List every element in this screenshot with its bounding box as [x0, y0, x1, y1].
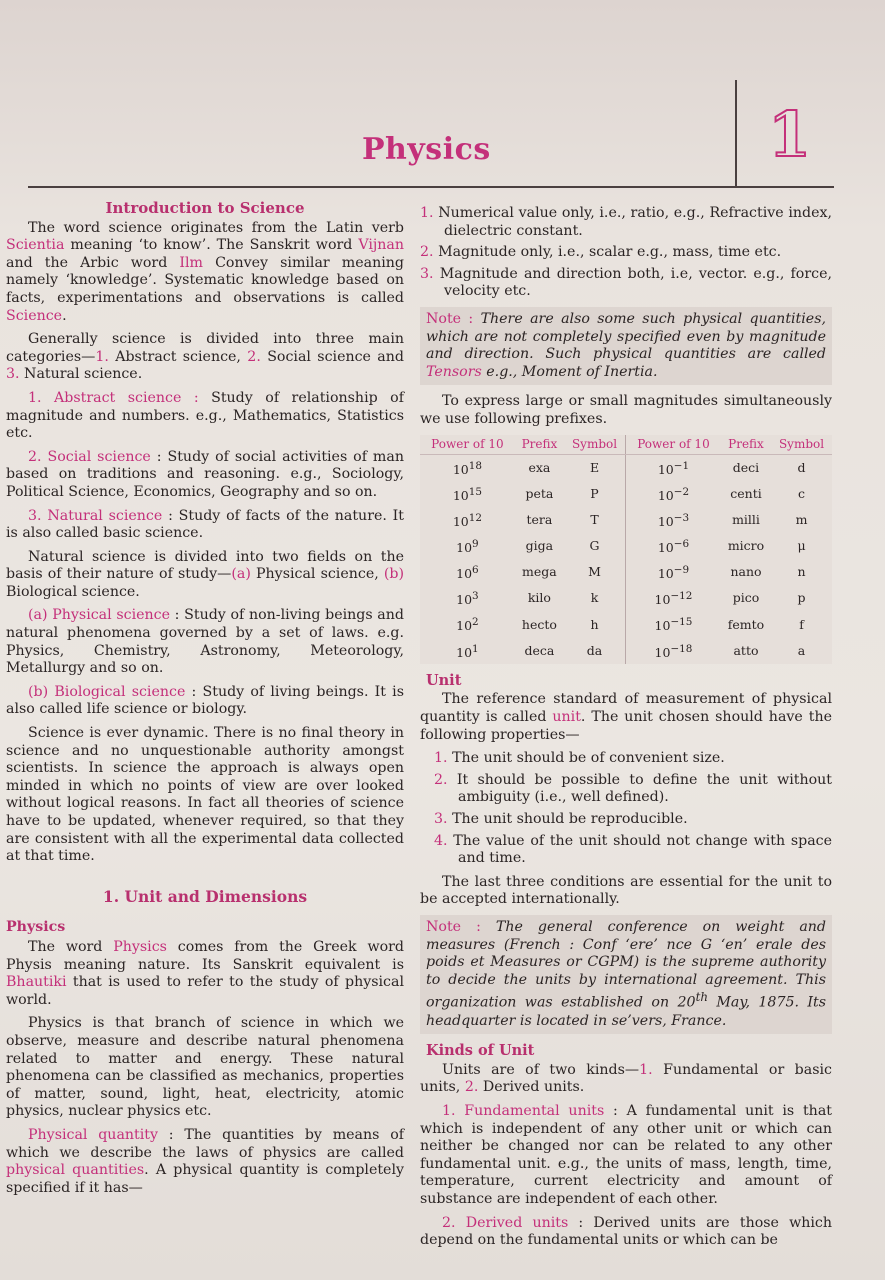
- prefix-cell: centi: [730, 485, 762, 501]
- power-cell: $10^6$: [456, 564, 479, 582]
- social-science-paragraph: 2. Social science : Study of social activities of man based on traditions and reasoning. e.g., Sociology, Political Science, Economics, Geography and so on.: [6, 448, 404, 500]
- prefix-cell: pico: [732, 590, 760, 606]
- natural-division-paragraph: Natural science is divided into two fields on the basis of their nature of study—(a) Physical science, (b) Biological science.: [6, 548, 404, 600]
- symbol-cell: E: [589, 459, 600, 475]
- list-item: 3. Magnitude and direction both, i.e, vector. e.g., force, velocity etc.: [420, 265, 832, 300]
- prefix-cell: femto: [727, 616, 765, 632]
- power-cell: $10^9$: [456, 538, 479, 556]
- quantity-types-list: [420, 205, 832, 301]
- prefix-cell: milli: [732, 511, 760, 527]
- power-cell: $10^{-18}$: [626, 638, 721, 664]
- table-header: Symbol: [771, 435, 832, 455]
- physics-subheading: Physics: [6, 919, 66, 936]
- natural-science-paragraph: 3. Natural science : Study of facts of the nature. It is also called basic science.: [6, 507, 404, 542]
- prefix-cell: micro: [727, 538, 765, 554]
- intro-paragraph-2: Generally science is divided into three main categories—1. Abstract science, 2. Social science and 3. Natural science.: [6, 331, 404, 383]
- physical-quantity-paragraph: Physical quantity : The quantities by means of which we describe the laws of physics are called physical quantities. A physical quantity is completely specified if it has—: [6, 1126, 404, 1196]
- power-cell: $10^{-9}$: [626, 559, 721, 585]
- power-cell: $10^{-3}$: [626, 507, 721, 533]
- abstract-science-paragraph: 1. Abstract science : Study of relationship of magnitude and numbers. e.g., Mathematics, Statistics etc.: [6, 389, 404, 442]
- power-cell: $10^2$: [456, 616, 479, 634]
- symbol-cell: p: [797, 590, 806, 606]
- prefix-cell: exa: [528, 459, 551, 475]
- unit-properties-list: [434, 750, 832, 868]
- symbol-cell: P: [590, 485, 599, 501]
- section-heading: 1. Unit and Dimensions: [102, 886, 308, 906]
- physics-paragraph-2: Physics is that branch of science in which we observe, measure and describe natural phenomena related to matter and energy. These natural phenomena can be classified as mechanics, properties of matter, sound, light, heat, electricity, atomic physics, nuclear physics etc.: [6, 1015, 404, 1120]
- power-cell: $10^1$: [456, 642, 479, 660]
- prefix-cell: atto: [733, 642, 759, 658]
- unit-heading: Unit: [426, 671, 462, 689]
- table-header: Power of 10: [626, 435, 721, 455]
- power-cell: $10^{-6}$: [626, 533, 721, 559]
- symbol-cell: μ: [797, 538, 806, 554]
- list-item: 2. Magnitude only, i.e., scalar e.g., mass, time etc.: [420, 244, 782, 261]
- symbol-cell: d: [797, 459, 806, 475]
- table-row: [420, 454, 832, 481]
- symbol-cell: f: [799, 616, 804, 632]
- prefix-cell: deci: [732, 459, 760, 475]
- chapter-number: 1: [768, 98, 812, 171]
- prefix-cell: giga: [525, 538, 554, 554]
- table-row: [420, 611, 832, 637]
- prefix-cell: nano: [730, 564, 762, 580]
- list-item: 2. It should be possible to define the unit without ambiguity (i.e., well defined).: [434, 771, 833, 806]
- symbol-cell: M: [588, 564, 601, 580]
- biological-science-paragraph: (b) Biological science : Study of living beings. It is also called life science or biology.: [6, 683, 404, 718]
- symbol-cell: n: [797, 564, 806, 580]
- table-header: Prefix: [721, 435, 771, 455]
- power-cell: $10^{-12}$: [626, 585, 721, 611]
- table-header: Prefix: [515, 435, 564, 455]
- tensor-note: Note : There are also some such physical quantities, which are not completely specified even by magnitude and direction. Such physical quantities are called Tensors e.g., Moment of Inertia.: [420, 307, 832, 385]
- header-vertical-rule: [735, 80, 737, 188]
- symbol-cell: h: [590, 616, 599, 632]
- table-row: [420, 638, 832, 664]
- table-row: [420, 507, 832, 533]
- symbol-cell: c: [798, 485, 806, 501]
- prefix-cell: kilo: [527, 590, 551, 606]
- power-cell: $10^{-15}$: [626, 611, 721, 637]
- prefix-cell: mega: [522, 564, 557, 580]
- symbol-cell: da: [586, 642, 603, 658]
- table-header-row: [420, 435, 832, 455]
- physical-science-paragraph: (a) Physical science : Study of non-living beings and natural phenomena governed by a set of laws. e.g. Physics, Chemistry, Astronomy, Meteorology, Metallurgy and so on.: [6, 607, 404, 677]
- power-cell: $10^{-2}$: [626, 481, 721, 507]
- unit-paragraph: The reference standard of measurement of physical quantity is called unit. The unit chosen should have the following properties—: [420, 691, 832, 743]
- left-column: [6, 200, 404, 1203]
- table-row: [420, 559, 832, 585]
- power-cell: $10^3$: [456, 590, 479, 608]
- prefix-cell: peta: [525, 485, 554, 501]
- list-item: 3. The unit should be reproducible.: [434, 810, 688, 827]
- header-rule: [28, 186, 834, 188]
- power-cell: $10^{-1}$: [626, 454, 721, 481]
- prefix-cell: tera: [526, 511, 553, 527]
- symbol-cell: G: [589, 538, 600, 554]
- prefix-table: [420, 435, 832, 664]
- kinds-heading: Kinds of Unit: [426, 1042, 535, 1060]
- chapter-title: Physics: [362, 132, 491, 167]
- prefix-cell: hecto: [521, 616, 557, 632]
- dynamic-science-paragraph: Science is ever dynamic. There is no final theory in science and no unquestionable authority amongst scientists. In science the approach is always open minded in which no points of view are over looked without logical reasons. In fact all theories of science have to be updated, whenever required, so that they are consistent with all the experimental data collected at that time.: [6, 725, 404, 865]
- prefix-intro-paragraph: To express large or small magnitudes simultaneously we use following prefixes.: [420, 393, 832, 427]
- power-cell: $10^{18}$: [452, 459, 482, 477]
- list-item: 4. The value of the unit should not change with space and time.: [434, 832, 832, 867]
- table-row: [420, 585, 832, 611]
- prefix-table-body: [420, 454, 832, 664]
- right-column: [420, 205, 832, 1256]
- table-header: Power of 10: [420, 435, 515, 455]
- table-header: Symbol: [564, 435, 626, 455]
- list-item: 1. The unit should be of convenient size.: [434, 750, 725, 767]
- physics-paragraph-1: The word Physics comes from the Greek word Physis meaning nature. Its Sanskrit equivalent is Bhautiki that is used to refer to the study of physical world.: [6, 938, 404, 1008]
- table-row: [420, 481, 832, 507]
- last-three-paragraph: The last three conditions are essential for the unit to be accepted internationally.: [420, 873, 832, 908]
- symbol-cell: a: [797, 642, 806, 658]
- fundamental-units-paragraph: 1. Fundamental units : A fundamental unit is that which is independent of any other unit or which can neither be changed nor can be related to any other fundamental unit. e.g., the units of mass, length, time, temperature, current electricity and amount of substance are independent of each other.: [420, 1102, 832, 1207]
- prefix-cell: deca: [524, 642, 555, 658]
- derived-units-paragraph: 2. Derived units : Derived units are those which depend on the fundamental units or which can be: [420, 1214, 832, 1249]
- power-cell: $10^{12}$: [452, 511, 482, 529]
- kinds-paragraph: Units are of two kinds—1. Fundamental or basic units, 2. Derived units.: [420, 1061, 832, 1096]
- power-cell: $10^{15}$: [452, 485, 482, 503]
- list-item: 1. Numerical value only, i.e., ratio, e.g., Refractive index, dielectric constant.: [420, 205, 832, 239]
- intro-heading: Introduction to Science: [105, 199, 305, 217]
- symbol-cell: k: [590, 590, 599, 606]
- symbol-cell: m: [795, 511, 808, 527]
- symbol-cell: T: [590, 511, 599, 527]
- intro-paragraph-1: The word science originates from the Latin verb Scientia meaning ‘to know’. The Sanskrit word Vijnan and the Arbic word Ilm Convey similar meaning namely ‘knowledge’. Systematic knowledge based on facts, experimentations and observations is called Science.: [6, 219, 404, 324]
- cgpm-note: Note : The general conference on weight and measures (French : Conf ‘ere’ nce G ‘en’ erale des poids et Measures or CGPM) is the supreme authority to decide the units by international agreement. This organization was established on 20th May, 1875. Its headquarter is located in se’vers, France.: [420, 915, 832, 1034]
- table-row: [420, 533, 832, 559]
